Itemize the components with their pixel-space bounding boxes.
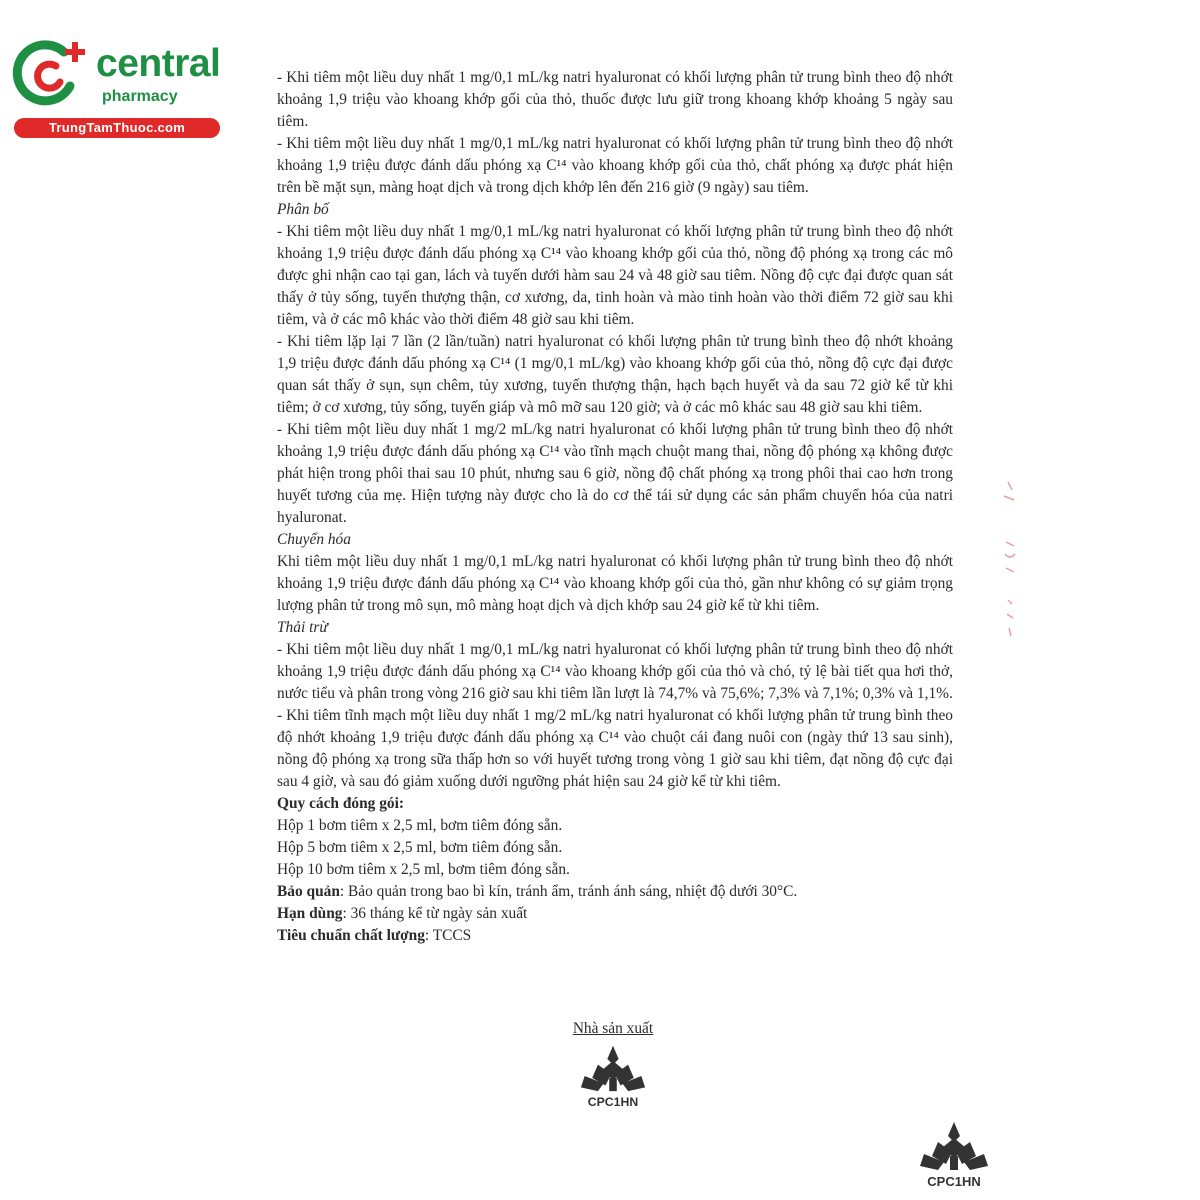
paragraph: - Khi tiêm một liều duy nhất 1 mg/0,1 mL/kg natri hyaluronat có khối lượng phân tử trung bình theo độ nhớt khoảng 1,9 triệu được đánh dấu phóng xạ C¹⁴ vào khoang khớp gối của thỏ, nồng độ phóng xạ trong các mô được ghi nhận cao tại gan, lách và tuyến dưới hàm sau 24 và 48 giờ sau tiêm. Nồng độ cực đại được quan sát thấy ở tủy sống, tuyến thượng thận, cơ xương, da, tinh hoàn và mào tinh hoàn vào thời điểm 72 giờ sau khi tiêm, và ở các mô khác vào thời điểm 48 giờ sau khi tiêm. (277, 223, 953, 328)
section-heading: Thải trừ (277, 619, 328, 636)
packaging-title: Quy cách đóng gói: (277, 795, 404, 812)
paragraph: - Khi tiêm một liều duy nhất 1 mg/0,1 mL/kg natri hyaluronat có khối lượng phân tử trung bình theo độ nhớt khoảng 1,9 triệu được đánh dấu phóng xạ C¹⁴ vào khoang khớp gối của thỏ, chất phóng xạ được phát hiện trên bề mặt sụn, màng hoạt dịch và trong dịch khớp lên đến 216 giờ (9 ngày) sau tiêm. (277, 135, 953, 196)
manufacturer-block (530, 1018, 696, 1110)
packaging-item: Hộp 10 bơm tiêm x 2,5 ml, bơm tiêm đóng sẵn. (277, 861, 570, 878)
central-pharmacy-logo[interactable] (12, 38, 221, 138)
cpc1hn-corner-logo-icon (912, 1118, 996, 1190)
section-heading: Phân bố (277, 201, 329, 218)
cpc1hn-logo-icon (573, 1042, 653, 1110)
logo-subtitle: pharmacy (102, 88, 178, 105)
standard-label: Tiêu chuẩn chất lượng (277, 927, 425, 944)
svg-text:CPC1HN: CPC1HN (587, 1095, 639, 1110)
paragraph: - Khi tiêm một liều duy nhất 1 mg/0,1 mL/kg natri hyaluronat có khối lượng phân tử trung bình theo độ nhớt khoảng 1,9 triệu vào khoang khớp gối của thỏ, thuốc được lưu giữ trong khoang khớp khoảng 5 ngày sau tiêm. (277, 69, 953, 130)
paragraph: - Khi tiêm lặp lại 7 lần (2 lần/tuần) natri hyaluronat có khối lượng phân tử trung bình theo độ nhớt khoảng 1,9 triệu được đánh dấu phóng xạ C¹⁴ (1 mg/0,1 mL/kg) vào khoang khớp gối của thỏ, nồng độ cực đại được quan sát thấy ở sụn, sụn chêm, tủy xương, tuyến thượng thận, hạch bạch huyết và da sau 72 giờ kể từ khi tiêm; ở cơ xương, tủy sống, tuyến giáp và mô mỡ sau 120 giờ; và ở các mô khác sau 48 giờ sau khi tiêm. (277, 333, 953, 416)
standard-line (277, 925, 953, 947)
storage-label: Bảo quản (277, 883, 340, 900)
logo-banner[interactable]: TrungTamThuoc.com (14, 118, 220, 138)
shelf-life-value: : 36 tháng kể từ ngày sản xuất (342, 905, 528, 922)
logo-name: central (96, 42, 221, 85)
paragraph: Khi tiêm một liều duy nhất 1 mg/0,1 mL/kg natri hyaluronat có khối lượng phân tử trung bình theo độ nhớt khoảng 1,9 triệu được đánh dấu phóng xạ C¹⁴ vào khoang khớp gối của thỏ, gần như không có sự giảm trọng lượng phân tử trong mô sụn, mô màng hoạt dịch và dịch khớp sau 24 giờ kể từ khi tiêm. (277, 553, 953, 614)
paragraph: - Khi tiêm một liều duy nhất 1 mg/0,1 mL/kg natri hyaluronat có khối lượng phân tử trung bình theo độ nhớt khoảng 1,9 triệu được đánh dấu phóng xạ C¹⁴ vào khoang khớp gối của thỏ và chó, tỷ lệ bài tiết qua hơi thở, nước tiểu và phân trong vòng 216 giờ sau khi tiêm lần lượt là 74,7% và 75,6%; 7,3% và 7,1%; 0,3% và 1,1%. (277, 641, 953, 702)
packaging-item: Hộp 5 bơm tiêm x 2,5 ml, bơm tiêm đóng sẵn. (277, 839, 563, 856)
storage-value: : Bảo quản trong bao bì kín, tránh ẩm, tránh ánh sáng, nhiệt độ dưới 30°C. (339, 883, 798, 900)
packaging-item: Hộp 1 bơm tiêm x 2,5 ml, bơm tiêm đóng sẵn. (277, 817, 563, 834)
manufacturer-label: Nhà sản xuất (572, 1020, 654, 1037)
paragraph: - Khi tiêm một liều duy nhất 1 mg/2 mL/kg natri hyaluronat có khối lượng phân tử trung bình theo độ nhớt khoảng 1,9 triệu được đánh dấu phóng xạ C¹⁴ vào tĩnh mạch chuột mang thai, nồng độ phóng xạ không được phát hiện trong phôi thai sau 10 phút, nhưng sau 6 giờ, nồng độ chất phóng xạ trong phôi thai cao hơn trong huyết tương của mẹ. Hiện tượng này được cho là do cơ thể tái sử dụng các sản phẩm chuyển hóa của natri hyaluronat. (277, 421, 953, 526)
red-stamp-marks-icon (990, 480, 1030, 640)
pharmacy-cross-icon (12, 38, 92, 108)
shelf-life-label: Hạn dùng (277, 905, 343, 922)
svg-text:CPC1HN: CPC1HN (927, 1174, 981, 1189)
shelf-life-line (277, 903, 953, 925)
section-heading: Chuyển hóa (277, 531, 351, 548)
document-body (277, 67, 953, 947)
standard-value: : TCCS (424, 927, 472, 944)
paragraph: - Khi tiêm tĩnh mạch một liều duy nhất 1 mg/2 mL/kg natri hyaluronat có khối lượng phân tử trung bình theo độ nhớt khoảng 1,9 triệu được đánh dấu phóng xạ C¹⁴ vào chuột cái đang nuôi con (ngày thứ 13 sau sinh), nồng độ phóng xạ trong sữa thấp hơn so với huyết tương trong vòng 1 giờ sau khi tiêm, đạt nồng độ cực đại sau 4 giờ, và sau đó giảm xuống dưới ngưỡng phát hiện sau 24 giờ kể từ khi tiêm. (277, 707, 953, 790)
storage-line (277, 881, 953, 903)
